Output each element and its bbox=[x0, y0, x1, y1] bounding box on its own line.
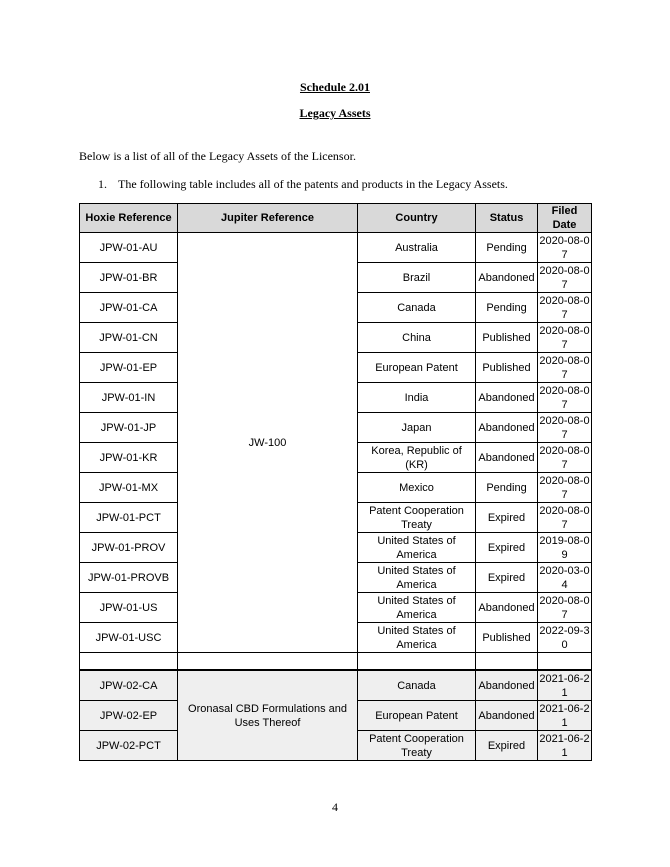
filed-date-cell: 2020-08-07 bbox=[539, 474, 590, 501]
status-cell: Expired bbox=[476, 533, 538, 563]
table-header-row bbox=[80, 204, 592, 233]
country-cell: European Patent bbox=[358, 701, 476, 731]
status-cell: Pending bbox=[476, 233, 538, 263]
status-cell: Abandoned bbox=[476, 443, 538, 473]
hoxie-reference-cell: JPW-01-MX bbox=[80, 473, 178, 503]
country-cell: United States of America bbox=[358, 593, 476, 623]
country-cell: Mexico bbox=[358, 473, 476, 503]
hoxie-reference-cell: JPW-02-CA bbox=[80, 670, 178, 701]
country-cell: Canada bbox=[358, 670, 476, 701]
status-cell: Abandoned bbox=[476, 670, 538, 701]
hoxie-reference-cell: JPW-01-BR bbox=[80, 263, 178, 293]
empty-cell bbox=[80, 653, 178, 671]
status-cell: Pending bbox=[476, 473, 538, 503]
header-status: Status bbox=[476, 204, 538, 233]
status-cell: Expired bbox=[476, 503, 538, 533]
status-cell: Published bbox=[476, 353, 538, 383]
country-cell: Australia bbox=[358, 233, 476, 263]
country-cell: Korea, Republic of (KR) bbox=[358, 443, 476, 473]
jupiter-reference-cell: JW-100 bbox=[178, 233, 358, 653]
filed-date-cell: 2021-06-21 bbox=[539, 702, 590, 729]
empty-cell bbox=[358, 653, 476, 671]
empty-cell bbox=[476, 653, 538, 671]
hoxie-reference-cell: JPW-01-IN bbox=[80, 383, 178, 413]
country-cell: United States of America bbox=[358, 533, 476, 563]
hoxie-reference-cell: JPW-01-US bbox=[80, 593, 178, 623]
list-item-number: 1. bbox=[98, 177, 107, 191]
empty-cell bbox=[178, 653, 358, 671]
country-cell: Patent Cooperation Treaty bbox=[358, 503, 476, 533]
filed-date-cell: 2020-08-07 bbox=[539, 354, 590, 381]
country-cell: India bbox=[358, 383, 476, 413]
status-cell: Expired bbox=[476, 731, 538, 761]
header-country: Country bbox=[358, 204, 476, 233]
filed-date-cell: 2019-08-09 bbox=[539, 534, 590, 561]
country-cell: Patent Cooperation Treaty bbox=[358, 731, 476, 761]
hoxie-reference-cell: JPW-01-CA bbox=[80, 293, 178, 323]
filed-date-cell: 2020-03-04 bbox=[539, 564, 590, 591]
filed-date-cell: 2020-08-07 bbox=[539, 414, 590, 441]
header-filed-date: Filed Date bbox=[538, 204, 592, 233]
hoxie-reference-cell: JPW-01-PROV bbox=[80, 533, 178, 563]
status-cell: Abandoned bbox=[476, 383, 538, 413]
schedule-subtitle: Legacy Assets bbox=[299, 106, 371, 120]
hoxie-reference-cell: JPW-01-EP bbox=[80, 353, 178, 383]
spacer-row bbox=[80, 653, 592, 671]
status-cell: Pending bbox=[476, 293, 538, 323]
hoxie-reference-cell: JPW-01-CN bbox=[80, 323, 178, 353]
country-cell: Canada bbox=[358, 293, 476, 323]
hoxie-reference-cell: JPW-02-PCT bbox=[80, 731, 178, 761]
intro-paragraph: Below is a list of all of the Legacy Assets of the Licensor. bbox=[79, 149, 356, 163]
schedule-title: Schedule 2.01 bbox=[299, 80, 370, 94]
hoxie-reference-cell: JPW-01-AU bbox=[80, 233, 178, 263]
country-cell: Japan bbox=[358, 413, 476, 443]
country-cell: United States of America bbox=[358, 563, 476, 593]
filed-date-cell: 2021-06-21 bbox=[538, 670, 592, 701]
hoxie-reference-cell: JPW-01-PROVB bbox=[80, 563, 178, 593]
filed-date-cell: 2020-08-07 bbox=[539, 384, 590, 411]
hoxie-reference-cell: JPW-01-PCT bbox=[80, 503, 178, 533]
status-cell: Published bbox=[476, 323, 538, 353]
filed-date-cell: 2020-08-07 bbox=[539, 444, 590, 471]
country-cell: Brazil bbox=[358, 263, 476, 293]
table-row bbox=[80, 233, 592, 263]
status-cell: Abandoned bbox=[476, 593, 538, 623]
table-row bbox=[80, 670, 592, 701]
legacy-assets-table bbox=[79, 203, 592, 761]
hoxie-reference-cell: JPW-01-USC bbox=[80, 623, 178, 653]
status-cell: Abandoned bbox=[476, 701, 538, 731]
hoxie-reference-cell: JPW-02-EP bbox=[80, 701, 178, 731]
page-number: 4 bbox=[332, 800, 338, 814]
list-item-1 bbox=[98, 177, 508, 192]
country-cell: China bbox=[358, 323, 476, 353]
country-cell: European Patent bbox=[358, 353, 476, 383]
filed-date-cell: 2020-08-07 bbox=[539, 264, 590, 291]
empty-cell bbox=[538, 653, 592, 671]
country-cell: United States of America bbox=[358, 623, 476, 653]
status-cell: Published bbox=[476, 623, 538, 653]
filed-date-cell: 2021-06-21 bbox=[539, 732, 590, 759]
filed-date-cell: 2022-09-30 bbox=[539, 624, 590, 651]
filed-date-cell: 2020-08-07 bbox=[539, 234, 590, 261]
status-cell: Expired bbox=[476, 563, 538, 593]
header-jupiter-reference: Jupiter Reference bbox=[178, 204, 358, 233]
filed-date-cell: 2020-08-07 bbox=[539, 324, 590, 351]
filed-date-cell: 2020-08-07 bbox=[539, 594, 590, 621]
hoxie-reference-cell: JPW-01-JP bbox=[80, 413, 178, 443]
status-cell: Abandoned bbox=[476, 263, 538, 293]
list-item-text: The following table includes all of the patents and products in the Legacy Assets. bbox=[118, 177, 508, 191]
hoxie-reference-cell: JPW-01-KR bbox=[80, 443, 178, 473]
header-hoxie-reference: Hoxie Reference bbox=[80, 204, 178, 233]
filed-date-cell: 2020-08-07 bbox=[539, 294, 590, 321]
status-cell: Abandoned bbox=[476, 413, 538, 443]
filed-date-cell: 2020-08-07 bbox=[539, 504, 590, 531]
jupiter-reference-cell: Oronasal CBD Formulations and Uses Thereof bbox=[178, 670, 358, 761]
